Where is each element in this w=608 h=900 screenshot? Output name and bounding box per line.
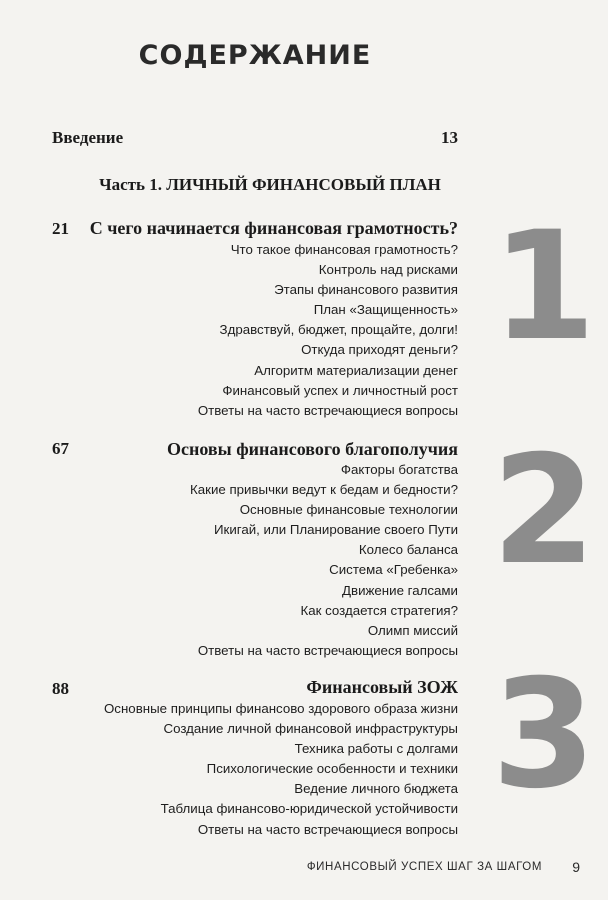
list-item: Факторы богатства — [340, 462, 458, 477]
list-item: Финансовый успех и личностный рост — [222, 382, 458, 398]
list-item: Этапы финансового развития — [274, 282, 458, 298]
chapter-2-items — [190, 460, 458, 661]
intro-page-number: 13 — [441, 128, 458, 147]
list-item: Психологические особенности и техники — [206, 761, 458, 777]
list-item: Основные принципы финансово здорового образа жизни — [103, 701, 458, 716]
list-item: Какие привычки ведут к бедам и бедности? — [189, 482, 458, 498]
list-item: Ответы на часто встречающиеся вопросы — [197, 821, 458, 837]
chapter-3-big-number: 3 — [491, 648, 596, 822]
list-item: Ответы на часто встречающиеся вопросы — [197, 642, 458, 658]
list-item: Система «Гребенка» — [329, 562, 458, 578]
chapter-2-page-number: 67 — [52, 439, 69, 458]
chapter-3-page-number: 88 — [52, 679, 69, 698]
chapter-3-items — [104, 699, 458, 840]
list-item: Таблица финансово-юридической устойчивости — [160, 801, 458, 817]
intro-label: Введение — [52, 128, 124, 147]
page-number: 9 — [572, 859, 580, 875]
list-item: Движение галсами — [342, 582, 458, 598]
chapter-2-title: Основы финансового благополучия — [167, 439, 458, 459]
list-item: План «Защищенность» — [313, 302, 458, 318]
list-item: Алгоритм материализации денег — [254, 362, 458, 378]
chapter-1-page-number: 21 — [52, 219, 69, 238]
chapter-1-title: С чего начинается финансовая грамотность? — [89, 218, 458, 238]
list-item: Олимп миссий — [367, 622, 458, 638]
list-item: Как создается стратегия? — [300, 602, 458, 618]
page-title: СОДЕРЖАНИЕ — [138, 40, 372, 71]
part-title: Часть 1. ЛИЧНЫЙ ФИНАНСОВЫЙ ПЛАН — [99, 175, 441, 194]
list-item: Икигай, или Планирование своего Пути — [213, 522, 458, 538]
chapter-1-items — [198, 240, 458, 421]
list-item: Техника работы с долгами — [294, 741, 458, 757]
chapter-1-big-number: 1 — [491, 200, 596, 374]
list-item: Контроль над рисками — [318, 262, 458, 278]
list-item: Здравствуй, бюджет, прощайте, долги! — [219, 322, 458, 338]
list-item: Создание личной финансовой инфраструктуры — [163, 721, 458, 737]
list-item: Что такое финансовая грамотность? — [230, 242, 458, 257]
list-item: Основные финансовые технологии — [239, 502, 458, 518]
list-item: Ответы на часто встречающиеся вопросы — [197, 402, 458, 418]
page-footer — [0, 861, 608, 877]
chapter-2-big-number: 2 — [491, 424, 596, 598]
list-item: Ведение личного бюджета — [294, 781, 458, 797]
list-item: Откуда приходят деньги? — [301, 342, 458, 358]
chapter-3-title: Финансовый ЗОЖ — [306, 677, 458, 697]
toc-intro-entry — [52, 128, 458, 148]
list-item: Колесо баланса — [358, 542, 458, 558]
running-title: ФИНАНСОВЫЙ УСПЕХ ШАГ ЗА ШАГОМ — [306, 861, 542, 873]
